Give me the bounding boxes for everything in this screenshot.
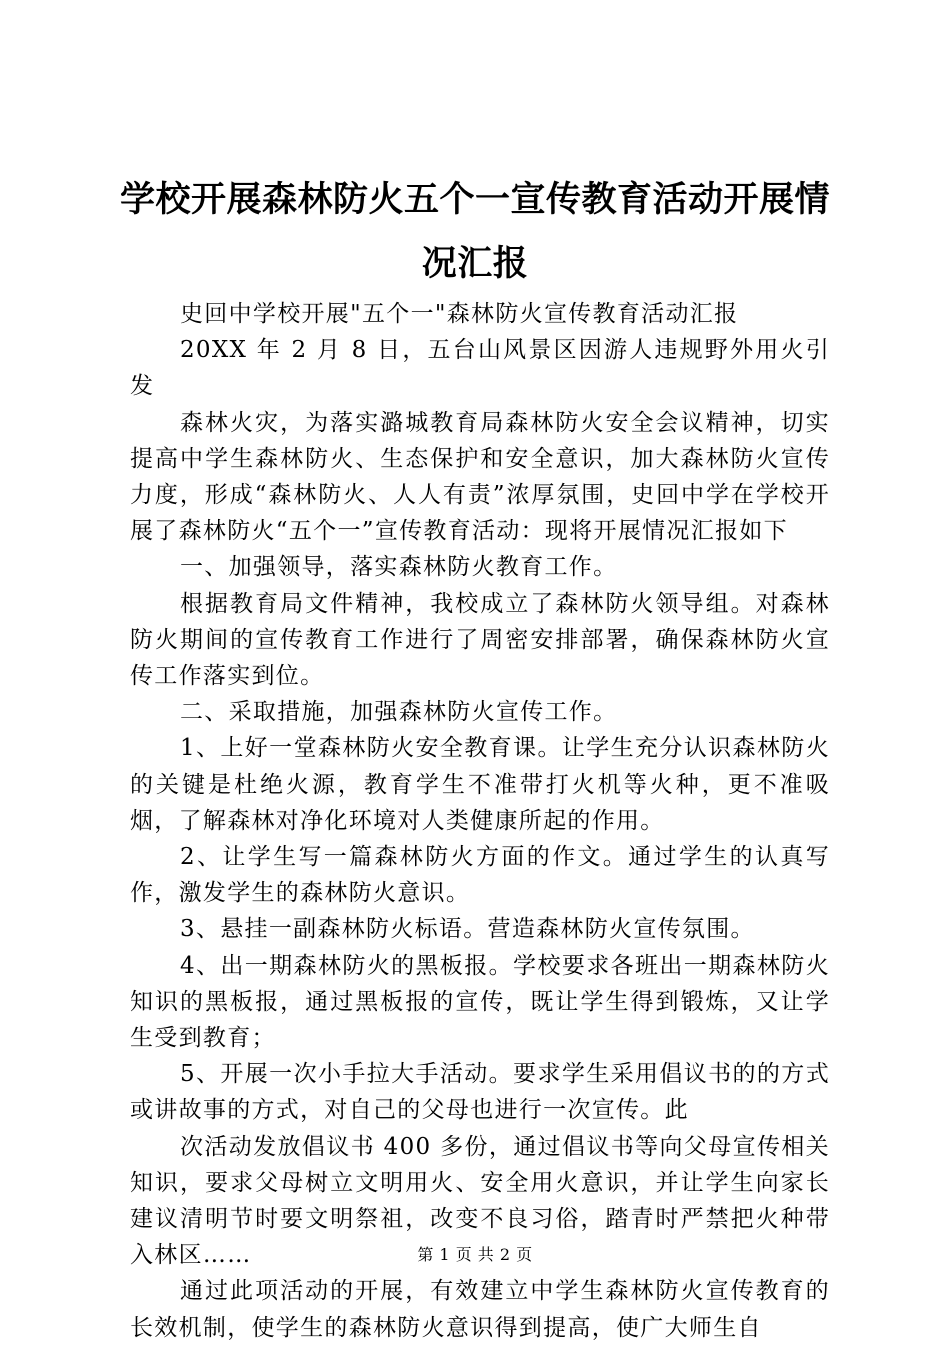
paragraph-leadership: 根据教育局文件精神，我校成立了森林防火领导组。对森林防火期间的宣传教育工作进行了周密安排部署，确保森林防火宣传工作落实到位。: [130, 590, 830, 690]
paragraph-date-line: 20XX 年 2 月 8 日，五台山风景区因游人违规野外用火引发: [130, 337, 830, 400]
section-heading-1: 一、加强领导，落实森林防火教育工作。: [180, 554, 618, 581]
list-item-1: 1、上好一堂森林防火安全教育课。让学生充分认识森林防火的关键是杜绝火源，教育学生不准带打火机等火种，更不准吸烟，了解森林对净化环境对人类健康所起的作用。: [130, 735, 830, 834]
document-body: [130, 296, 830, 1346]
paragraph-subtitle: 史回中学校开展"五个一"森林防火宣传教育活动汇报: [180, 301, 739, 327]
list-item-2: 2、让学生写一篇森林防火方面的作文。通过学生的认真写作，激发学生的森林防火意识。: [130, 844, 830, 907]
list-item-5: 5、开展一次小手拉大手活动。要求学生采用倡议书的的方式或讲故事的方式，对自己的父母也进行一次宣传。此: [130, 1061, 830, 1124]
paragraph-intro: 森林火灾，为落实潞城教育局森林防火安全会议精神，切实提高中学生森林防火、生态保护和安全意识，加大森林防火宣传力度，形成“森林防火、人人有责”浓厚氛围，史回中学在学校开展了森林防火“五个一”宣传教育活动：现将开展情况汇报如下: [130, 409, 830, 545]
section-heading-2: 二、采取措施，加强森林防火宣传工作。: [180, 699, 618, 726]
paragraph-conclusion: 通过此项活动的开展，有效建立中学生森林防火宣传教育的长效机制，使学生的森林防火意识得到提高，使广大师生自: [130, 1278, 830, 1341]
list-item-4: 4、出一期森林防火的黑板报。学校要求各班出一期森林防火知识的黑板报，通过黑板报的宣传，既让学生得到锻炼，又让学生受到教育；: [130, 952, 830, 1052]
paragraph-activity-detail: 次活动发放倡议书 400 多份，通过倡议书等向父母宣传相关知识，要求父母树立文明用火、安全用火意识，并让学生向家长建议清明节时要文明祭祖，改变不良习俗，踏青时严禁把火种带入林区……: [130, 1133, 830, 1269]
page-number: 第 1 页 共 2 页: [417, 1245, 533, 1264]
document-title: 学校开展森林防火五个一宣传教育活动开展情况汇报: [119, 180, 830, 284]
list-item-3: 3、悬挂一副森林防火标语。营造森林防火宣传氛围。: [180, 916, 755, 943]
